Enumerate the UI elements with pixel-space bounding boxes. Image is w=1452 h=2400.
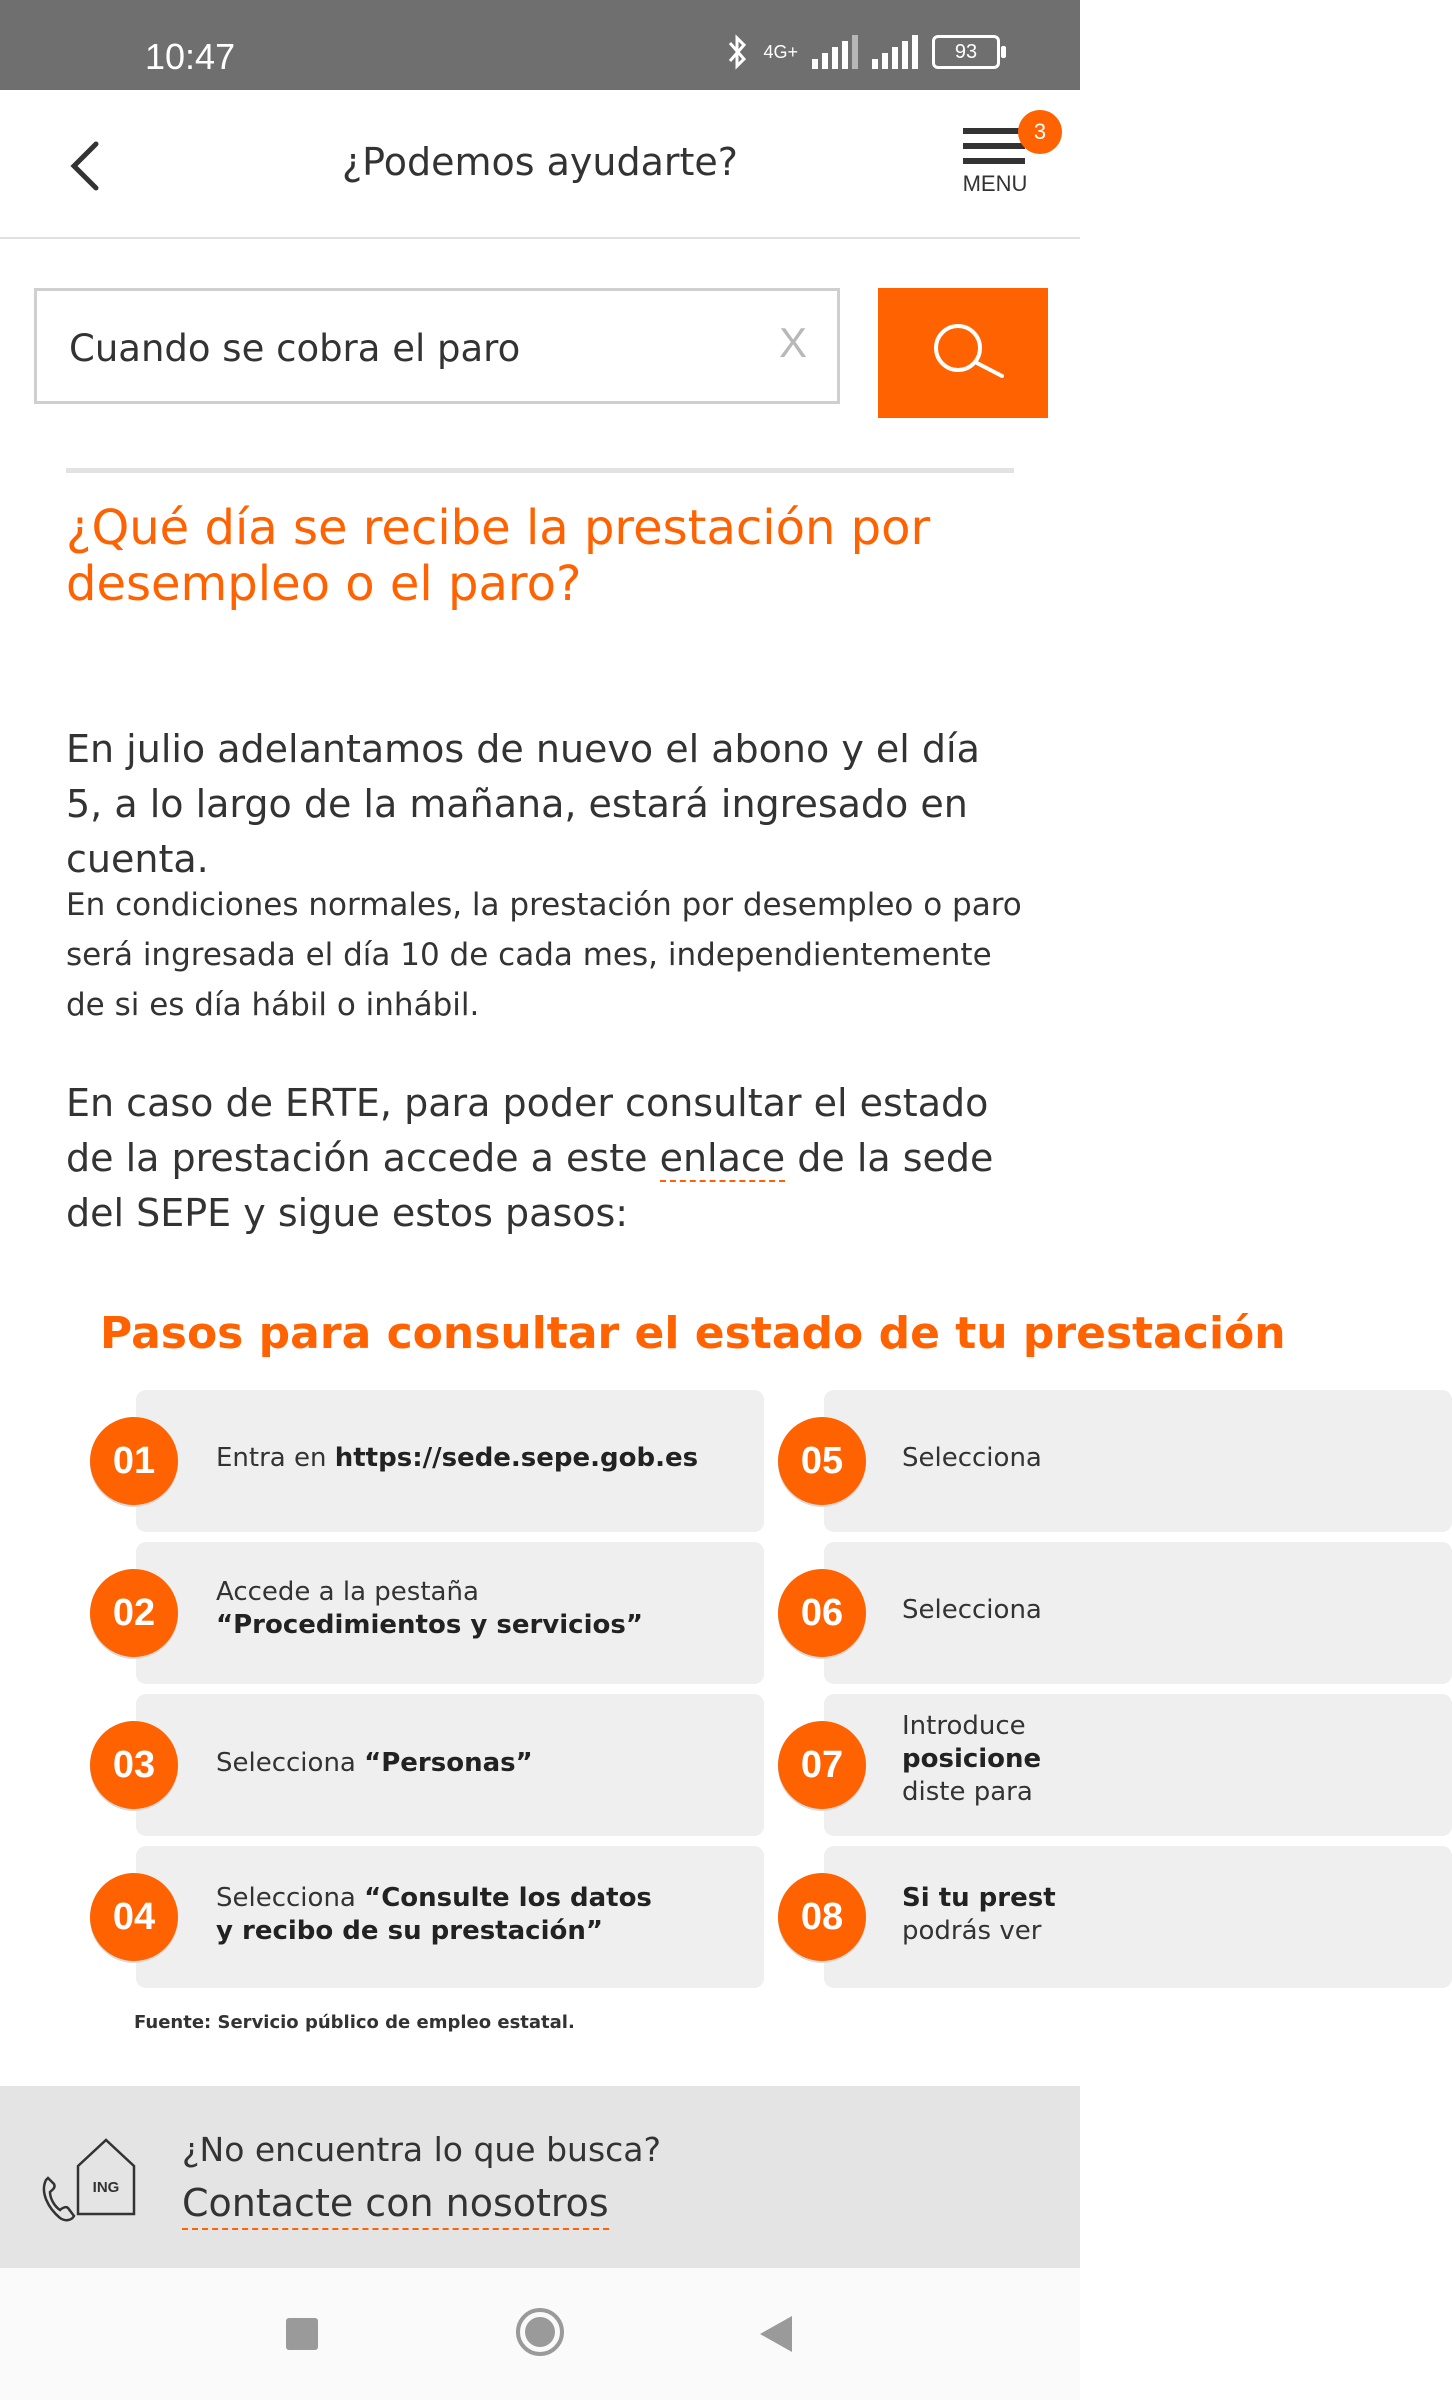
notification-badge: 3 <box>1018 110 1062 154</box>
divider <box>66 468 1014 473</box>
article-paragraph-3 <box>66 1076 1026 1241</box>
signal-icon <box>812 35 858 69</box>
step-text-06: Selecciona <box>902 1595 1042 1625</box>
step-number-04: 04 <box>90 1873 178 1961</box>
infographic-source: Fuente: Servicio público de empleo estatal. <box>134 2012 575 2033</box>
step-text-08 <box>902 1882 1056 1948</box>
step-text-03 <box>216 1747 533 1780</box>
step-number-07: 07 <box>778 1721 866 1809</box>
step-text-07 <box>902 1710 1041 1809</box>
step-03-bold: “Personas” <box>364 1748 533 1778</box>
menu-label: MENU <box>962 171 1028 196</box>
contact-bar <box>0 2086 1080 2268</box>
step-text-04 <box>216 1882 652 1948</box>
status-icons <box>727 34 1000 70</box>
step-text-05: Selecciona <box>902 1443 1042 1473</box>
step-text-01 <box>216 1442 698 1475</box>
step-number-01: 01 <box>90 1417 178 1505</box>
step-08-line-2: podrás ver <box>902 1916 1042 1946</box>
step-number-06: 06 <box>778 1569 866 1657</box>
search-input[interactable] <box>34 288 840 404</box>
sepe-link[interactable]: enlace <box>659 1136 786 1180</box>
app-header <box>0 90 1080 239</box>
search-button[interactable] <box>878 288 1048 418</box>
bluetooth-icon <box>727 34 749 70</box>
step-03-text: Selecciona <box>216 1748 365 1778</box>
step-01-text: Entra en <box>216 1443 335 1473</box>
article-title: ¿Qué día se recibe la prestación por desempleo o el paro? <box>66 500 931 612</box>
battery-icon <box>932 35 1000 69</box>
paragraph-3-text-b: de la sede del SEPE y sigue estos pasos: <box>66 1136 994 1235</box>
step-number-05: 05 <box>778 1417 866 1505</box>
step-number-02: 02 <box>90 1569 178 1657</box>
ing-icon-text: ING <box>92 2179 120 2196</box>
menu-button[interactable] <box>950 119 1047 228</box>
step-number-08: 08 <box>778 1873 866 1961</box>
article-paragraph-1: En julio adelantamos de nuevo el abono y el día 5, a lo largo de la mañana, estará ingresado en cuenta. <box>66 727 980 881</box>
step-04-bold-2: y recibo de su prestación” <box>216 1916 603 1946</box>
step-07-line-1: Introduce <box>902 1711 1026 1741</box>
step-07-line-2: posicione <box>902 1744 1042 1774</box>
infographic-title: Pasos para consultar el estado de tu prestación <box>100 1308 1286 1359</box>
step-07-line-3: diste para <box>902 1777 1033 1807</box>
page-title: ¿Podemos ayudarte? <box>342 140 738 184</box>
step-number-03: 03 <box>90 1721 178 1809</box>
paragraph-3-text-a: En caso de ERTE, para poder consultar el estado de la prestación accede a este <box>66 1081 989 1180</box>
search-icon <box>878 288 1048 418</box>
status-bar <box>0 0 1080 90</box>
home-icon[interactable] <box>514 2306 566 2358</box>
steps-infographic[interactable] <box>66 1290 1286 2050</box>
step-02-text: Accede a la pestaña <box>216 1577 479 1607</box>
article-paragraph-2: En condiciones normales, la prestación por desempleo o paro será ingresada el día 10 de cada mes, independientemente de si es día hábil o inhábil. <box>66 887 1022 1023</box>
clear-icon[interactable]: X <box>778 319 807 366</box>
signal-icon-2 <box>872 35 918 69</box>
contact-link[interactable]: Contacte con nosotros <box>182 2178 609 2230</box>
step-08-line-1: Si tu prest <box>902 1883 1056 1913</box>
phone-house-icon <box>38 2126 148 2226</box>
step-text-02 <box>216 1576 643 1642</box>
status-time: 10:47 <box>145 36 236 77</box>
recent-apps-icon[interactable] <box>286 2318 318 2350</box>
step-04-bold-1: “Consulte los datos <box>364 1883 652 1913</box>
battery-level: 93 <box>954 40 978 63</box>
nav-back-icon[interactable] <box>756 2312 796 2356</box>
step-02-bold: “Procedimientos y servicios” <box>216 1610 643 1640</box>
search-value: Cuando se cobra el paro <box>69 327 521 370</box>
step-01-url: https://sede.sepe.gob.es <box>334 1443 699 1473</box>
network-type: 4G+ <box>763 42 798 62</box>
system-nav-bar <box>0 2268 1080 2400</box>
step-04-text: Selecciona <box>216 1883 365 1913</box>
help-question: ¿No encuentra lo que busca? <box>182 2130 662 2169</box>
